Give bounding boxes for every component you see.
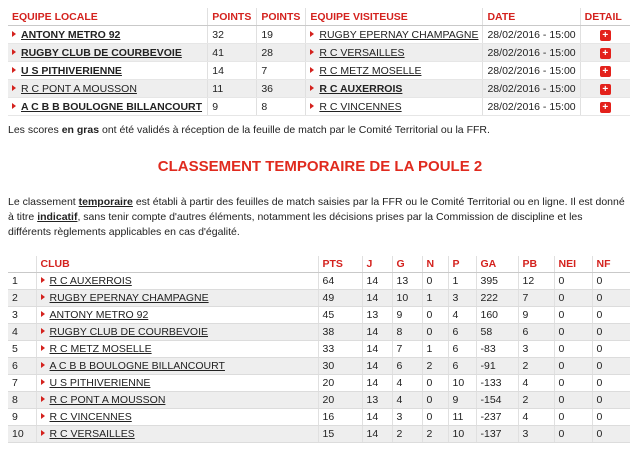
arrow-right-icon: [310, 103, 314, 109]
j-cell: 14: [362, 341, 392, 358]
pb-cell: 9: [518, 307, 554, 324]
nei-cell: 0: [554, 341, 592, 358]
club-link[interactable]: RUGBY CLUB DE COURBEVOIE: [49, 326, 209, 338]
club-cell: [36, 358, 318, 375]
p-cell: 4: [448, 307, 476, 324]
match-row: [8, 80, 630, 98]
rank-cell: 10: [8, 426, 36, 443]
arrow-right-icon: [41, 396, 45, 402]
nei-cell: 0: [554, 392, 592, 409]
g-cell: 10: [392, 290, 422, 307]
note-text-post: ont été validés à réception de la feuille de match par le Comité Territorial ou la FFR.: [99, 124, 490, 136]
club-cell: [36, 409, 318, 426]
club-link[interactable]: U S PITHIVERIENNE: [49, 377, 151, 389]
arrow-right-icon: [12, 103, 16, 109]
match-row: [8, 62, 630, 80]
away-points-cell: 36: [257, 80, 306, 98]
header-club: CLUB: [36, 256, 318, 273]
home-team-cell: [8, 26, 208, 44]
j-cell: 14: [362, 273, 392, 290]
pts-cell: 45: [318, 307, 362, 324]
club-link[interactable]: R C PONT A MOUSSON: [49, 394, 166, 406]
detail-cell: [580, 98, 630, 116]
nf-cell: 0: [592, 409, 630, 426]
j-cell: 14: [362, 375, 392, 392]
ga-cell: 58: [476, 324, 518, 341]
away-team-cell: [306, 44, 483, 62]
standings-row: [8, 273, 630, 290]
pts-cell: 33: [318, 341, 362, 358]
header-g: G: [392, 256, 422, 273]
j-cell: 14: [362, 358, 392, 375]
club-cell: [36, 426, 318, 443]
pb-cell: 2: [518, 392, 554, 409]
arrow-right-icon: [310, 31, 314, 37]
nf-cell: 0: [592, 290, 630, 307]
nei-cell: 0: [554, 409, 592, 426]
pb-cell: 3: [518, 426, 554, 443]
standings-row: [8, 426, 630, 443]
header-pts: PTS: [318, 256, 362, 273]
score-validation-note: [8, 124, 630, 136]
home-points-cell: 9: [208, 98, 257, 116]
pb-cell: 3: [518, 341, 554, 358]
rank-cell: 3: [8, 307, 36, 324]
arrow-right-icon: [310, 49, 314, 55]
n-cell: 0: [422, 324, 448, 341]
intro-text-3: , sans tenir compte d'autres éléments, notamment les décisions prises par la Commission de discipline et les différents règlements applicables en cas d'égalité.: [8, 211, 583, 238]
detail-plus-button[interactable]: +: [600, 30, 611, 41]
nf-cell: 0: [592, 324, 630, 341]
intro-keyword-temporaire: temporaire: [78, 196, 133, 208]
home-points-cell: 11: [208, 80, 257, 98]
rank-cell: 8: [8, 392, 36, 409]
home-points-cell: 14: [208, 62, 257, 80]
rank-cell: 6: [8, 358, 36, 375]
g-cell: 6: [392, 358, 422, 375]
away-team-cell: [306, 26, 483, 44]
club-cell: [36, 307, 318, 324]
nei-cell: 0: [554, 273, 592, 290]
header-date: DATE: [483, 8, 580, 26]
match-date-cell: 28/02/2016 - 15:00: [483, 80, 580, 98]
home-team-link[interactable]: A C B B BOULOGNE BILLANCOURT: [21, 100, 203, 113]
g-cell: 3: [392, 409, 422, 426]
p-cell: 1: [448, 273, 476, 290]
home-team-link[interactable]: RUGBY CLUB DE COURBEVOIE: [21, 46, 182, 59]
club-link[interactable]: R C AUXERROIS: [49, 275, 132, 287]
header-away-points: POINTS: [257, 8, 306, 26]
home-team-cell: [8, 80, 208, 98]
standings-table: [8, 256, 630, 443]
note-text-bold: en gras: [61, 124, 100, 136]
arrow-right-icon: [41, 311, 45, 317]
g-cell: 13: [392, 273, 422, 290]
arrow-right-icon: [310, 67, 314, 73]
rank-cell: 7: [8, 375, 36, 392]
home-team-link[interactable]: R C PONT A MOUSSON: [21, 82, 137, 95]
detail-plus-button[interactable]: +: [600, 84, 611, 95]
j-cell: 13: [362, 392, 392, 409]
club-link[interactable]: A C B B BOULOGNE BILLANCOURT: [49, 360, 225, 372]
n-cell: 0: [422, 392, 448, 409]
intro-keyword-indicatif: indicatif: [37, 211, 78, 223]
home-team-link[interactable]: U S PITHIVERIENNE: [21, 64, 122, 77]
n-cell: 0: [422, 409, 448, 426]
p-cell: 6: [448, 324, 476, 341]
nf-cell: 0: [592, 273, 630, 290]
away-team-link[interactable]: R C METZ MOSELLE: [319, 64, 422, 77]
club-link[interactable]: R C VINCENNES: [49, 411, 132, 423]
away-points-cell: 28: [257, 44, 306, 62]
header-n: N: [422, 256, 448, 273]
pb-cell: 6: [518, 324, 554, 341]
p-cell: 6: [448, 341, 476, 358]
standings-row: [8, 358, 630, 375]
j-cell: 13: [362, 307, 392, 324]
header-nei: NEI: [554, 256, 592, 273]
ga-cell: -237: [476, 409, 518, 426]
detail-plus-button[interactable]: +: [600, 102, 611, 113]
p-cell: 9: [448, 392, 476, 409]
ga-cell: 160: [476, 307, 518, 324]
pb-cell: 12: [518, 273, 554, 290]
ga-cell: -133: [476, 375, 518, 392]
header-p: P: [448, 256, 476, 273]
arrow-right-icon: [310, 85, 314, 91]
arrow-right-icon: [41, 328, 45, 334]
arrow-right-icon: [12, 49, 16, 55]
ga-cell: -154: [476, 392, 518, 409]
nei-cell: 0: [554, 375, 592, 392]
arrow-right-icon: [41, 362, 45, 368]
club-cell: [36, 290, 318, 307]
j-cell: 14: [362, 426, 392, 443]
match-date-cell: 28/02/2016 - 15:00: [483, 44, 580, 62]
nf-cell: 0: [592, 341, 630, 358]
arrow-right-icon: [12, 67, 16, 73]
club-link[interactable]: ANTONY METRO 92: [49, 309, 149, 321]
nei-cell: 0: [554, 324, 592, 341]
nf-cell: 0: [592, 358, 630, 375]
p-cell: 11: [448, 409, 476, 426]
pts-cell: 38: [318, 324, 362, 341]
ga-cell: -83: [476, 341, 518, 358]
g-cell: 9: [392, 307, 422, 324]
pts-cell: 15: [318, 426, 362, 443]
home-points-cell: 32: [208, 26, 257, 44]
j-cell: 14: [362, 324, 392, 341]
club-cell: [36, 324, 318, 341]
away-team-cell: [306, 62, 483, 80]
header-rank: [8, 256, 36, 273]
ga-cell: 395: [476, 273, 518, 290]
nei-cell: 0: [554, 290, 592, 307]
p-cell: 10: [448, 426, 476, 443]
nei-cell: 0: [554, 358, 592, 375]
club-link[interactable]: RUGBY EPERNAY CHAMPAGNE: [49, 292, 209, 304]
arrow-right-icon: [12, 31, 16, 37]
match-row: [8, 98, 630, 116]
pb-cell: 4: [518, 409, 554, 426]
home-team-cell: [8, 62, 208, 80]
match-date-cell: 28/02/2016 - 15:00: [483, 26, 580, 44]
arrow-right-icon: [12, 85, 16, 91]
header-ga: GA: [476, 256, 518, 273]
away-points-cell: 7: [257, 62, 306, 80]
header-home-team: EQUIPE LOCALE: [8, 8, 208, 26]
rank-cell: 2: [8, 290, 36, 307]
away-team-link[interactable]: R C AUXERROIS: [319, 82, 403, 95]
nf-cell: 0: [592, 426, 630, 443]
standings-row: [8, 324, 630, 341]
nei-cell: 0: [554, 307, 592, 324]
standings-intro: [8, 195, 628, 240]
n-cell: 1: [422, 290, 448, 307]
match-date-cell: 28/02/2016 - 15:00: [483, 98, 580, 116]
away-team-link[interactable]: R C VERSAILLES: [319, 46, 405, 59]
away-team-cell: [306, 98, 483, 116]
g-cell: 4: [392, 392, 422, 409]
nf-cell: 0: [592, 375, 630, 392]
nei-cell: 0: [554, 426, 592, 443]
away-team-link[interactable]: RUGBY EPERNAY CHAMPAGNE: [319, 28, 479, 41]
club-cell: [36, 273, 318, 290]
detail-cell: [580, 26, 630, 44]
rank-cell: 9: [8, 409, 36, 426]
rank-cell: 5: [8, 341, 36, 358]
rank-cell: 4: [8, 324, 36, 341]
pb-cell: 4: [518, 375, 554, 392]
header-detail: DETAIL: [580, 8, 630, 26]
club-cell: [36, 375, 318, 392]
rank-cell: 1: [8, 273, 36, 290]
g-cell: 2: [392, 426, 422, 443]
ga-cell: -91: [476, 358, 518, 375]
arrow-right-icon: [41, 379, 45, 385]
detail-cell: [580, 62, 630, 80]
away-team-link[interactable]: R C VINCENNES: [319, 100, 402, 113]
away-points-cell: 8: [257, 98, 306, 116]
club-cell: [36, 392, 318, 409]
n-cell: 0: [422, 307, 448, 324]
g-cell: 7: [392, 341, 422, 358]
home-team-link[interactable]: ANTONY METRO 92: [21, 28, 121, 41]
nf-cell: 0: [592, 307, 630, 324]
arrow-right-icon: [41, 277, 45, 283]
header-nf: NF: [592, 256, 630, 273]
match-row: [8, 44, 630, 62]
pts-cell: 30: [318, 358, 362, 375]
arrow-right-icon: [41, 345, 45, 351]
matches-header-row: [8, 8, 630, 26]
standings-row: [8, 290, 630, 307]
standings-row: [8, 341, 630, 358]
detail-cell: [580, 80, 630, 98]
p-cell: 10: [448, 375, 476, 392]
match-row: [8, 26, 630, 44]
header-pb: PB: [518, 256, 554, 273]
standings-row: [8, 392, 630, 409]
ga-cell: 222: [476, 290, 518, 307]
n-cell: 2: [422, 358, 448, 375]
away-team-cell: [306, 80, 483, 98]
intro-text-2: est établi à partir des feuilles de match saisies par la FFR ou le Comité Territorial ou en ligne. Il est donné à titre: [8, 196, 625, 223]
p-cell: 6: [448, 358, 476, 375]
standings-row: [8, 375, 630, 392]
n-cell: 0: [422, 375, 448, 392]
pb-cell: 7: [518, 290, 554, 307]
standings-header-row: [8, 256, 630, 273]
arrow-right-icon: [41, 294, 45, 300]
detail-plus-button[interactable]: +: [600, 48, 611, 59]
pts-cell: 64: [318, 273, 362, 290]
matches-table: [8, 8, 630, 116]
home-points-cell: 41: [208, 44, 257, 62]
home-team-cell: [8, 98, 208, 116]
club-link[interactable]: R C VERSAILLES: [49, 428, 135, 440]
header-home-points: POINTS: [208, 8, 257, 26]
club-cell: [36, 341, 318, 358]
n-cell: 2: [422, 426, 448, 443]
arrow-right-icon: [41, 413, 45, 419]
pb-cell: 2: [518, 358, 554, 375]
standings-row: [8, 307, 630, 324]
standings-row: [8, 409, 630, 426]
match-date-cell: 28/02/2016 - 15:00: [483, 62, 580, 80]
standings-title: CLASSEMENT TEMPORAIRE DE LA POULE 2: [157, 158, 483, 175]
g-cell: 4: [392, 375, 422, 392]
g-cell: 8: [392, 324, 422, 341]
ga-cell: -137: [476, 426, 518, 443]
note-text-pre: Les scores: [8, 124, 62, 136]
home-team-cell: [8, 44, 208, 62]
pts-cell: 20: [318, 375, 362, 392]
j-cell: 14: [362, 290, 392, 307]
intro-text-1: Le classement: [8, 196, 79, 208]
away-points-cell: 19: [257, 26, 306, 44]
p-cell: 3: [448, 290, 476, 307]
n-cell: 1: [422, 341, 448, 358]
j-cell: 14: [362, 409, 392, 426]
pts-cell: 20: [318, 392, 362, 409]
n-cell: 0: [422, 273, 448, 290]
arrow-right-icon: [41, 430, 45, 436]
header-away-team: EQUIPE VISITEUSE: [306, 8, 483, 26]
detail-plus-button[interactable]: +: [600, 66, 611, 77]
nf-cell: 0: [592, 392, 630, 409]
pts-cell: 49: [318, 290, 362, 307]
header-j: J: [362, 256, 392, 273]
pts-cell: 16: [318, 409, 362, 426]
club-link[interactable]: R C METZ MOSELLE: [49, 343, 152, 355]
detail-cell: [580, 44, 630, 62]
